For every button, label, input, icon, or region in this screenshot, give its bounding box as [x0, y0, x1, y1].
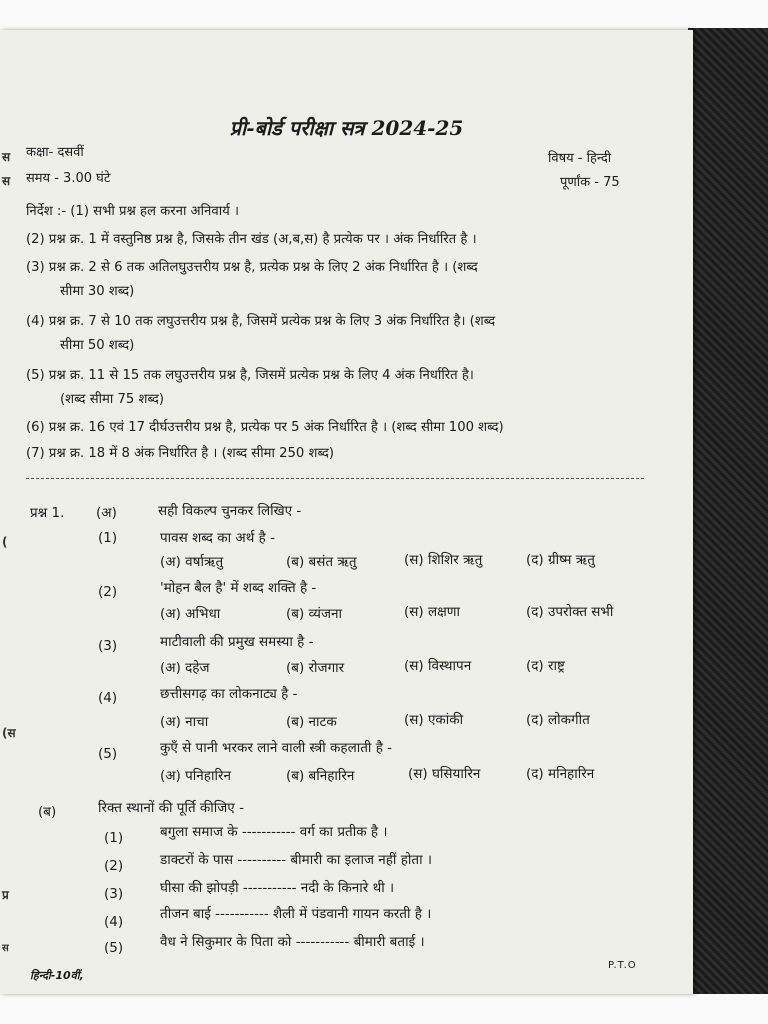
question-number: (1)	[98, 530, 118, 546]
instruction-line: (2) प्रश्न क्र. 1 में वस्तुनिष्ठ प्रश्न है, जिसके तीन खंड (अ,ब,स) है प्रत्येक पर । अंक निर्धारित है ।	[26, 232, 477, 247]
subject-label: विषय - हिन्दी	[548, 151, 612, 166]
option: (स) विस्थापन	[404, 658, 472, 674]
background-top	[0, 0, 768, 30]
question-text: 'मोहन बैल है' में शब्द शक्ति है -	[160, 580, 317, 596]
blank-item: वैध ने सिकुमार के पिता को ----------- बीमारी बताई ।	[160, 934, 425, 950]
option: (अ) नाचा	[160, 714, 209, 730]
blank-number: (2)	[104, 858, 124, 874]
section-b-heading: रिक्त स्थानों की पूर्ति कीजिए -	[98, 800, 244, 816]
dark-background-edge	[688, 28, 768, 994]
blank-item: तीजन बाई ----------- शैली में पंडवानी गायन करती है ।	[160, 906, 432, 922]
option: (द) ग्रीष्म ऋतु	[526, 552, 595, 568]
question-1-label: प्रश्न 1.	[30, 505, 65, 521]
question-text: पावस शब्द का अर्थ है -	[160, 530, 275, 546]
footer-subject: हिन्दी-10वीं,	[30, 969, 84, 982]
question-text: कुएँ से पानी भरकर लाने वाली स्त्री कहलाती है -	[160, 740, 393, 756]
blank-number: (3)	[104, 886, 124, 902]
instruction-line: (4) प्रश्न क्र. 7 से 10 तक लघुउत्तरीय प्रश्न है, जिसमें प्रत्येक प्रश्न के लिए 3 अंक निर्धारित है। (शब्द	[26, 314, 496, 329]
option: (ब) बसंत ऋतु	[286, 554, 357, 570]
section-b-label: (ब)	[38, 804, 57, 820]
question-number: (5)	[98, 746, 118, 762]
instruction-line: (6) प्रश्न क्र. 16 एवं 17 दीर्घउत्तरीय प्रश्न है, प्रत्येक पर 5 अंक निर्धारित है । (शब्द सीमा 100 शब्द)	[26, 420, 504, 435]
marks-label: पूर्णांक - 75	[560, 175, 620, 190]
class-label: कक्षा- दसवीं	[26, 145, 84, 160]
margin-mark: (	[2, 535, 8, 549]
margin-mark: स	[2, 174, 11, 188]
instruction-line: निर्देश :- (1) सभी प्रश्न हल करना अनिवार्य ।	[26, 204, 239, 219]
blank-item: बगुला समाज के ----------- वर्ग का प्रतीक है ।	[160, 824, 388, 840]
option: (स) घसियारिन	[408, 766, 481, 782]
option: (ब) व्यंजना	[286, 606, 342, 622]
margin-mark: स	[2, 943, 9, 954]
section-a-heading: सही विकल्प चुनकर लिखिए -	[158, 503, 302, 519]
option: (अ) वर्षाऋतु	[160, 554, 224, 570]
option: (अ) दहेज	[160, 660, 210, 676]
exam-title: प्री-बोर्ड परीक्षा सत्र 2024-25	[229, 116, 464, 140]
option: (द) मनिहारिन	[526, 766, 595, 782]
section-divider	[26, 478, 644, 479]
option: (अ) अभिधा	[160, 606, 221, 622]
question-number: (3)	[98, 638, 118, 654]
margin-mark: प्र	[2, 888, 9, 902]
instruction-line: (7) प्रश्न क्र. 18 में 8 अंक निर्धारित है । (शब्द सीमा 250 शब्द)	[26, 446, 334, 461]
option: (द) लोकगीत	[526, 712, 590, 728]
blank-item: डाक्टरों के पास ---------- बीमारी का इलाज नहीं होता ।	[160, 852, 432, 868]
background-bottom	[0, 994, 768, 1024]
option: (ब) रोजगार	[286, 660, 345, 676]
instruction-line: (शब्द सीमा 75 शब्द)	[60, 392, 164, 407]
instruction-line: सीमा 30 शब्द)	[60, 284, 135, 299]
option: (अ) पनिहारिन	[160, 768, 231, 784]
blank-number: (5)	[104, 940, 124, 956]
option: (स) एकांकी	[404, 712, 464, 728]
option: (ब) बनिहारिन	[286, 768, 355, 784]
option: (द) राष्ट्र	[526, 658, 565, 674]
question-number: (2)	[98, 584, 118, 600]
option: (स) लक्षणा	[404, 604, 461, 620]
blank-number: (1)	[104, 830, 124, 846]
option: (ब) नाटक	[286, 714, 337, 730]
margin-mark: स	[2, 150, 11, 164]
question-number: (4)	[98, 690, 118, 706]
section-a-label: (अ)	[96, 505, 117, 521]
option: (द) उपरोक्त सभी	[526, 604, 614, 620]
blank-number: (4)	[104, 914, 124, 930]
instruction-line: सीमा 50 शब्द)	[60, 338, 135, 353]
time-label: समय - 3.00 घंटे	[26, 171, 111, 186]
blank-item: घीसा की झोपड़ी ----------- नदी के किनारे थी ।	[160, 880, 395, 896]
footer-pto: P.T.O	[608, 960, 637, 971]
instruction-line: (3) प्रश्न क्र. 2 से 6 तक अतिलघुउत्तरीय प्रश्न है, प्रत्येक प्रश्न के लिए 2 अंक निर्धारित है । (शब्द	[26, 260, 478, 275]
exam-paper	[0, 30, 693, 994]
question-text: माटीवाली की प्रमुख समस्या है -	[160, 634, 314, 650]
question-text: छत्तीसगढ़ का लोकनाट्य है -	[160, 686, 298, 702]
option: (स) शिशिर ऋतु	[404, 552, 483, 568]
instruction-line: (5) प्रश्न क्र. 11 से 15 तक लघुउत्तरीय प्रश्न है, जिसमें प्रत्येक प्रश्न के लिए 4 अंक निर्धारित है।	[26, 368, 474, 383]
margin-mark: (स	[2, 726, 16, 740]
